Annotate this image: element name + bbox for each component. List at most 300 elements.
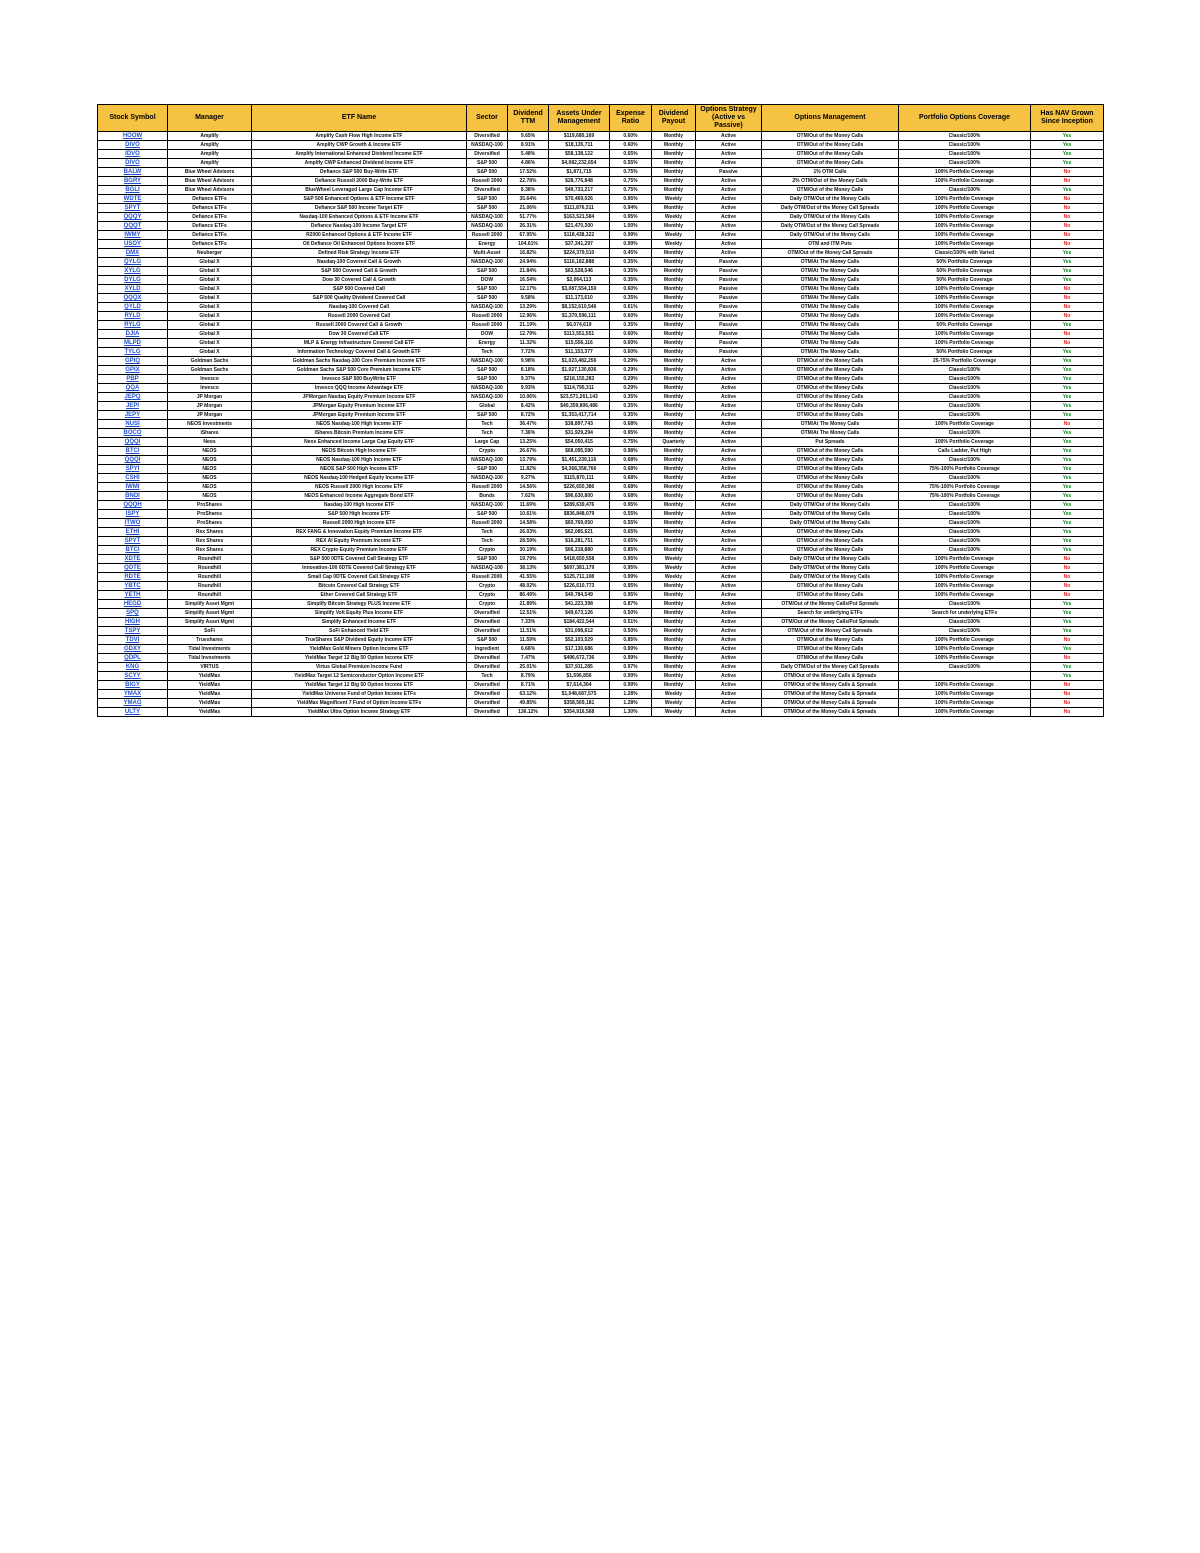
expense-ratio-cell: 0.75% [610, 186, 652, 195]
symbol-cell[interactable]: YETH [98, 591, 168, 600]
portfolio-coverage-cell: Classic/100% [899, 393, 1031, 402]
options-management-cell: OTM/Out of the Money Calls [762, 546, 899, 555]
dividend-payout-cell: Monthly [652, 672, 696, 681]
aum-cell: $8,152,610,546 [549, 303, 610, 312]
symbol-cell[interactable]: GPIQ [98, 357, 168, 366]
options-strategy-cell: Active [696, 402, 762, 411]
options-strategy-cell: Passive [696, 312, 762, 321]
aum-cell: $11,153,377 [549, 348, 610, 357]
dividend-ttm-cell: 21.84% [508, 267, 549, 276]
options-strategy-cell: Passive [696, 258, 762, 267]
nav-growth-cell: No [1031, 294, 1104, 303]
options-management-cell: Daily OTM/Out of the Money Calls [762, 231, 899, 240]
portfolio-coverage-cell: Classic/100% with Varied [899, 249, 1031, 258]
symbol-cell[interactable]: GDXY [98, 645, 168, 654]
etf-name-cell: Small Cap 0DTE Covered Call Strategy ETF [252, 573, 467, 582]
dividend-ttm-cell: 25.01% [508, 663, 549, 672]
table-row [98, 321, 1104, 330]
dividend-payout-cell: Monthly [652, 537, 696, 546]
options-strategy-cell: Active [696, 195, 762, 204]
manager-cell: Defiance ETFs [168, 222, 252, 231]
aum-cell: $289,639,476 [549, 501, 610, 510]
symbol-cell[interactable]: QQA [98, 384, 168, 393]
symbol-cell[interactable]: BTCI [98, 546, 168, 555]
portfolio-coverage-cell: 100% Portfolio Coverage [899, 555, 1031, 564]
dividend-payout-cell: Weekly [652, 564, 696, 573]
manager-cell: YieldMax [168, 672, 252, 681]
etf-name-cell: REX Crypto Equity Premium Income ETF [252, 546, 467, 555]
dividend-ttm-cell: 7.72% [508, 348, 549, 357]
etf-name-cell: Amplify Cash Flow High Income ETF [252, 132, 467, 141]
nav-growth-cell: No [1031, 231, 1104, 240]
sector-cell: Diversified [467, 627, 508, 636]
table-row [98, 141, 1104, 150]
symbol-cell[interactable]: ISPY [98, 510, 168, 519]
nav-growth-cell: No [1031, 168, 1104, 177]
table-row [98, 240, 1104, 249]
aum-cell: $3,087,554,150 [549, 285, 610, 294]
table-row [98, 276, 1104, 285]
expense-ratio-cell: 0.35% [610, 321, 652, 330]
manager-cell: Global X [168, 267, 252, 276]
expense-ratio-cell: 0.60% [610, 285, 652, 294]
nav-growth-cell: Yes [1031, 501, 1104, 510]
dividend-payout-cell: Monthly [652, 258, 696, 267]
nav-growth-cell: Yes [1031, 618, 1104, 627]
table-row [98, 546, 1104, 555]
options-strategy-cell: Active [696, 186, 762, 195]
aum-cell: $111,876,311 [549, 204, 610, 213]
etf-name-cell: S&P 500 0DTE Covered Call Strategy ETF [252, 555, 467, 564]
symbol-cell[interactable]: QDPL [98, 654, 168, 663]
manager-cell: Rex Shares [168, 528, 252, 537]
options-strategy-cell: Passive [696, 339, 762, 348]
nav-growth-cell: Yes [1031, 645, 1104, 654]
aum-cell: $163,521,584 [549, 213, 610, 222]
table-row [98, 285, 1104, 294]
symbol-cell[interactable]: RDTE [98, 573, 168, 582]
etf-name-cell: Invesco QQQ Income Advantage ETF [252, 384, 467, 393]
table-row [98, 384, 1104, 393]
options-management-cell: OTM/Out of the Money Calls [762, 591, 899, 600]
sector-cell: NASDAQ-100 [467, 258, 508, 267]
sector-cell: Russell 2000 [467, 312, 508, 321]
table-row [98, 645, 1104, 654]
symbol-cell[interactable]: YMAG [98, 699, 168, 708]
options-strategy-cell: Active [696, 690, 762, 699]
symbol-cell[interactable]: NUSI [98, 420, 168, 429]
header-etf-name: ETF Name [252, 105, 467, 132]
dividend-payout-cell: Monthly [652, 402, 696, 411]
expense-ratio-cell: 0.35% [610, 393, 652, 402]
options-strategy-cell: Active [696, 249, 762, 258]
aum-cell: $40,359,806,486 [549, 402, 610, 411]
options-management-cell: OTM/Out of the Money Calls [762, 393, 899, 402]
dividend-payout-cell: Monthly [652, 609, 696, 618]
header-manager: Manager [168, 105, 252, 132]
nav-growth-cell: Yes [1031, 438, 1104, 447]
dividend-ttm-cell: 9.93% [508, 384, 549, 393]
options-management-cell: Daily OTM/Out of the Money Calls [762, 510, 899, 519]
sector-cell: NASDAQ-100 [467, 141, 508, 150]
dividend-payout-cell: Monthly [652, 429, 696, 438]
aum-cell: $60,769,050 [549, 519, 610, 528]
aum-cell: $115,870,111 [549, 474, 610, 483]
header-expense-ratio: Expense Ratio [610, 105, 652, 132]
manager-cell: Global X [168, 348, 252, 357]
dividend-ttm-cell: 11.51% [508, 627, 549, 636]
expense-ratio-cell: 0.55% [610, 159, 652, 168]
dividend-ttm-cell: 11.32% [508, 339, 549, 348]
portfolio-coverage-cell: Classic/100% [899, 546, 1031, 555]
symbol-cell[interactable]: QQQT [98, 222, 168, 231]
etf-name-cell: Amplify CWP Growth & Income ETF [252, 141, 467, 150]
symbol-cell[interactable]: IDVO [98, 150, 168, 159]
dividend-payout-cell: Weekly [652, 195, 696, 204]
dividend-ttm-cell: 13.29% [508, 303, 549, 312]
symbol-cell[interactable]: HEGD [98, 600, 168, 609]
options-strategy-cell: Active [696, 519, 762, 528]
options-strategy-cell: Active [696, 177, 762, 186]
aum-cell: $23,571,261,143 [549, 393, 610, 402]
nav-growth-cell: Yes [1031, 474, 1104, 483]
symbol-cell[interactable]: BALW [98, 168, 168, 177]
table-row [98, 564, 1104, 573]
etf-name-cell: Nasdaq-100 Covered Call [252, 303, 467, 312]
symbol-cell[interactable]: SPQ [98, 609, 168, 618]
manager-cell: Trueshares [168, 636, 252, 645]
dividend-payout-cell: Monthly [652, 510, 696, 519]
symbol-cell[interactable]: SPYI [98, 465, 168, 474]
symbol-cell[interactable]: PBP [98, 375, 168, 384]
etf-name-cell: Nasdaq-100 High Income ETF [252, 501, 467, 510]
symbol-cell[interactable]: JEPY [98, 411, 168, 420]
symbol-cell[interactable]: KNG [98, 663, 168, 672]
dividend-ttm-cell: 9.65% [508, 132, 549, 141]
manager-cell: Defiance ETFs [168, 240, 252, 249]
symbol-cell[interactable]: IWMY [98, 231, 168, 240]
symbol-cell[interactable]: ULTY [98, 708, 168, 717]
table-row [98, 168, 1104, 177]
portfolio-coverage-cell: Classic/100% [899, 456, 1031, 465]
etf-name-cell: R2000 Enhanced Options & ETF Income ETF [252, 231, 467, 240]
manager-cell: Roundhill [168, 582, 252, 591]
options-strategy-cell: Passive [696, 267, 762, 276]
options-management-cell: OTM/At The Money Calls [762, 294, 899, 303]
sector-cell: NASDAQ-100 [467, 357, 508, 366]
symbol-cell[interactable]: SPYT [98, 537, 168, 546]
symbol-cell[interactable]: DIVO [98, 159, 168, 168]
dividend-payout-cell: Monthly [652, 420, 696, 429]
expense-ratio-cell: 0.68% [610, 474, 652, 483]
options-management-cell: OTM/Out of the Money Calls & Spreads [762, 672, 899, 681]
table-row [98, 393, 1104, 402]
options-strategy-cell: Active [696, 222, 762, 231]
etf-name-cell: Dow 30 Covered Call ETF [252, 330, 467, 339]
portfolio-coverage-cell: 100% Portfolio Coverage [899, 645, 1031, 654]
portfolio-coverage-cell: Classic/100% [899, 627, 1031, 636]
dividend-ttm-cell: 26.67% [508, 447, 549, 456]
dividend-payout-cell: Monthly [652, 285, 696, 294]
header-dividend-payout: Dividend Payout [652, 105, 696, 132]
symbol-cell[interactable]: QYLD [98, 303, 168, 312]
etf-name-cell: Defiance S&P 500 Buy-Write ETF [252, 168, 467, 177]
symbol-cell[interactable]: XDTE [98, 555, 168, 564]
dividend-ttm-cell: 30.19% [508, 546, 549, 555]
dividend-payout-cell: Monthly [652, 312, 696, 321]
table-row [98, 303, 1104, 312]
manager-cell: Goldman Sachs [168, 357, 252, 366]
sector-cell: S&P 500 [467, 267, 508, 276]
portfolio-coverage-cell: Classic/100% [899, 186, 1031, 195]
symbol-cell[interactable]: QQQH [98, 501, 168, 510]
table-row [98, 366, 1104, 375]
symbol-cell[interactable]: QDTE [98, 564, 168, 573]
expense-ratio-cell: 0.75% [610, 438, 652, 447]
symbol-cell[interactable]: XYLG [98, 267, 168, 276]
sector-cell: S&P 500 [467, 294, 508, 303]
symbol-cell[interactable]: RYLD [98, 312, 168, 321]
options-strategy-cell: Active [696, 600, 762, 609]
options-strategy-cell: Active [696, 375, 762, 384]
symbol-cell[interactable]: DMX [98, 249, 168, 258]
expense-ratio-cell: 0.60% [610, 312, 652, 321]
symbol-cell[interactable]: GPIX [98, 366, 168, 375]
options-management-cell: Daily OTM/Out of the Money Call Spreads [762, 663, 899, 672]
symbol-cell[interactable]: BOCO [98, 429, 168, 438]
portfolio-coverage-cell: 100% Portfolio Coverage [899, 564, 1031, 573]
table-row [98, 267, 1104, 276]
sector-cell: S&P 500 [467, 195, 508, 204]
portfolio-coverage-cell: 75%-100% Portfolio Coverage [899, 483, 1031, 492]
portfolio-coverage-cell: Classic/100% [899, 600, 1031, 609]
etf-name-cell: Information Technology Covered Call & Growth ETF [252, 348, 467, 357]
nav-growth-cell: No [1031, 177, 1104, 186]
table-row [98, 474, 1104, 483]
dividend-payout-cell: Monthly [652, 159, 696, 168]
manager-cell: Neuberger [168, 249, 252, 258]
aum-cell: $52,103,529 [549, 636, 610, 645]
expense-ratio-cell: 0.60% [610, 330, 652, 339]
dividend-ttm-cell: 7.62% [508, 492, 549, 501]
symbol-cell[interactable]: YBTC [98, 582, 168, 591]
etf-name-cell: S&P 500 Enhanced Options & ETF Income ETF [252, 195, 467, 204]
etf-name-cell: REX FANG & Innovation Equity Premium Income ETF [252, 528, 467, 537]
aum-cell: $62,085,621 [549, 528, 610, 537]
options-strategy-cell: Active [696, 384, 762, 393]
symbol-cell[interactable]: QYLG [98, 258, 168, 267]
symbol-cell[interactable]: HOOW [98, 132, 168, 141]
sector-cell: S&P 500 [467, 510, 508, 519]
expense-ratio-cell: 0.68% [610, 483, 652, 492]
symbol-cell[interactable]: CSHI [98, 474, 168, 483]
portfolio-coverage-cell: Classic/100% [899, 528, 1031, 537]
dividend-ttm-cell: 7.47% [508, 654, 549, 663]
sector-cell: DOW [467, 276, 508, 285]
expense-ratio-cell: 0.68% [610, 420, 652, 429]
expense-ratio-cell: 0.95% [610, 555, 652, 564]
options-strategy-cell: Active [696, 528, 762, 537]
expense-ratio-cell: 0.95% [610, 429, 652, 438]
symbol-cell[interactable]: YMAX [98, 690, 168, 699]
manager-cell: Amplify [168, 159, 252, 168]
symbol-cell[interactable]: BIGY [98, 681, 168, 690]
dividend-ttm-cell: 8.38% [508, 186, 549, 195]
nav-growth-cell: No [1031, 654, 1104, 663]
dividend-payout-cell: Monthly [652, 501, 696, 510]
expense-ratio-cell: 0.95% [610, 591, 652, 600]
expense-ratio-cell: 0.75% [610, 168, 652, 177]
options-management-cell: 2% OTM/Out of the Money Calls [762, 177, 899, 186]
dividend-payout-cell: Monthly [652, 645, 696, 654]
symbol-cell[interactable]: JEPQ [98, 393, 168, 402]
options-management-cell: Daily OTM/Out of the Money Call Spreads [762, 222, 899, 231]
aum-cell: $1,023,482,256 [549, 357, 610, 366]
aum-cell: $31,098,612 [549, 627, 610, 636]
sector-cell: S&P 500 [467, 411, 508, 420]
sector-cell: Russell 2000 [467, 321, 508, 330]
dividend-ttm-cell: 48.02% [508, 582, 549, 591]
symbol-cell[interactable]: MLPD [98, 339, 168, 348]
symbol-cell[interactable]: DJIA [98, 330, 168, 339]
header-aum: Assets Under Management [549, 105, 610, 132]
sector-cell: NASDAQ-100 [467, 393, 508, 402]
manager-cell: Blue Wheel Advisors [168, 168, 252, 177]
dividend-ttm-cell: 67.95% [508, 231, 549, 240]
table-row [98, 699, 1104, 708]
symbol-cell[interactable]: TSPY [98, 627, 168, 636]
aum-cell: $49,673,126 [549, 609, 610, 618]
aum-cell: $1,027,130,836 [549, 366, 610, 375]
table-row [98, 375, 1104, 384]
etf-name-cell: REX AI Equity Premium Income ETF [252, 537, 467, 546]
portfolio-coverage-cell: 100% Portfolio Coverage [899, 312, 1031, 321]
options-management-cell: OTM/Out of the Money Calls [762, 636, 899, 645]
symbol-cell[interactable]: XYLD [98, 285, 168, 294]
manager-cell: Rex Shares [168, 546, 252, 555]
dividend-payout-cell: Monthly [652, 303, 696, 312]
symbol-cell[interactable]: BGLI [98, 186, 168, 195]
dividend-payout-cell: Monthly [652, 546, 696, 555]
symbol-cell[interactable]: ITWO [98, 519, 168, 528]
manager-cell: Global X [168, 303, 252, 312]
expense-ratio-cell: 0.99% [610, 573, 652, 582]
portfolio-coverage-cell: 50% Portfolio Coverage [899, 276, 1031, 285]
symbol-cell[interactable]: DYLG [98, 276, 168, 285]
symbol-cell[interactable]: QQQI [98, 456, 168, 465]
symbol-cell[interactable]: SCYY [98, 672, 168, 681]
sector-cell: Ingredient [467, 645, 508, 654]
symbol-cell[interactable]: QQQY [98, 213, 168, 222]
symbol-cell[interactable]: SPYT [98, 204, 168, 213]
etf-name-cell: Russell 2000 Covered Call & Growth [252, 321, 467, 330]
nav-growth-cell: No [1031, 195, 1104, 204]
symbol-cell[interactable]: TYLG [98, 348, 168, 357]
options-strategy-cell: Active [696, 537, 762, 546]
nav-growth-cell: Yes [1031, 411, 1104, 420]
etf-name-cell: TrueShares S&P Dividend Equity Income ETF [252, 636, 467, 645]
portfolio-coverage-cell: Classic/100% [899, 663, 1031, 672]
symbol-cell[interactable]: HIGH [98, 618, 168, 627]
expense-ratio-cell: 0.55% [610, 510, 652, 519]
sector-cell: NASDAQ-100 [467, 213, 508, 222]
manager-cell: VIRTUS [168, 663, 252, 672]
etf-name-cell: Bitcoin Covered Call Strategy ETF [252, 582, 467, 591]
options-strategy-cell: Passive [696, 294, 762, 303]
aum-cell: $37,341,297 [549, 240, 610, 249]
expense-ratio-cell: 0.29% [610, 366, 652, 375]
dividend-payout-cell: Monthly [652, 366, 696, 375]
nav-growth-cell: No [1031, 699, 1104, 708]
options-management-cell: OTM/Out of the Money Calls & Spreads [762, 699, 899, 708]
symbol-cell[interactable]: BTCI [98, 447, 168, 456]
manager-cell: Defiance ETFs [168, 231, 252, 240]
symbol-cell[interactable]: QQQI [98, 438, 168, 447]
aum-cell: $37,911,285 [549, 663, 610, 672]
symbol-cell[interactable]: ETHI [98, 528, 168, 537]
expense-ratio-cell: 0.35% [610, 276, 652, 285]
dividend-ttm-cell: 7.33% [508, 618, 549, 627]
expense-ratio-cell: 1.00% [610, 222, 652, 231]
options-strategy-cell: Active [696, 663, 762, 672]
dividend-payout-cell: Monthly [652, 222, 696, 231]
options-management-cell: OTM/At The Money Calls [762, 321, 899, 330]
dividend-ttm-cell: 4.86% [508, 159, 549, 168]
symbol-cell[interactable]: QQQX [98, 294, 168, 303]
etf-name-cell: S&P 500 Covered Call & Growth [252, 267, 467, 276]
symbol-cell[interactable]: USOY [98, 240, 168, 249]
symbol-cell[interactable]: BNDI [98, 492, 168, 501]
symbol-cell[interactable]: WDTE [98, 195, 168, 204]
aum-cell: $40,784,549 [549, 591, 610, 600]
sector-cell: Tech [467, 429, 508, 438]
etf-name-cell: Innovation-100 0DTE Covered Call Strategy ETF [252, 564, 467, 573]
sector-cell: Energy [467, 339, 508, 348]
table-row [98, 249, 1104, 258]
dividend-ttm-cell: 13.25% [508, 438, 549, 447]
portfolio-coverage-cell: 100% Portfolio Coverage [899, 636, 1031, 645]
aum-cell: $114,795,311 [549, 384, 610, 393]
table-row [98, 195, 1104, 204]
aum-cell: $184,422,544 [549, 618, 610, 627]
sector-cell: NASDAQ-100 [467, 474, 508, 483]
symbol-cell[interactable]: TDVI [98, 636, 168, 645]
nav-growth-cell: Yes [1031, 186, 1104, 195]
symbol-cell[interactable]: RYLG [98, 321, 168, 330]
dividend-payout-cell: Monthly [652, 150, 696, 159]
dividend-payout-cell: Monthly [652, 411, 696, 420]
symbol-cell[interactable]: DIVO [98, 141, 168, 150]
symbol-cell[interactable]: IWMI [98, 483, 168, 492]
symbol-cell[interactable]: BGRY [98, 177, 168, 186]
portfolio-coverage-cell: Classic/100% [899, 150, 1031, 159]
manager-cell: ProShares [168, 510, 252, 519]
symbol-cell[interactable]: JEPI [98, 402, 168, 411]
table-row [98, 294, 1104, 303]
options-management-cell: OTM/At The Money Calls [762, 330, 899, 339]
sector-cell: Large Cap [467, 438, 508, 447]
portfolio-coverage-cell: 100% Portfolio Coverage [899, 591, 1031, 600]
manager-cell: Tidal Investments [168, 645, 252, 654]
table-row [98, 600, 1104, 609]
sector-cell: Diversified [467, 132, 508, 141]
nav-growth-cell: Yes [1031, 402, 1104, 411]
sector-cell: NASDAQ-100 [467, 456, 508, 465]
sector-cell: DOW [467, 330, 508, 339]
nav-growth-cell: Yes [1031, 357, 1104, 366]
table-row [98, 204, 1104, 213]
manager-cell: Simplify Asset Mgmt [168, 618, 252, 627]
